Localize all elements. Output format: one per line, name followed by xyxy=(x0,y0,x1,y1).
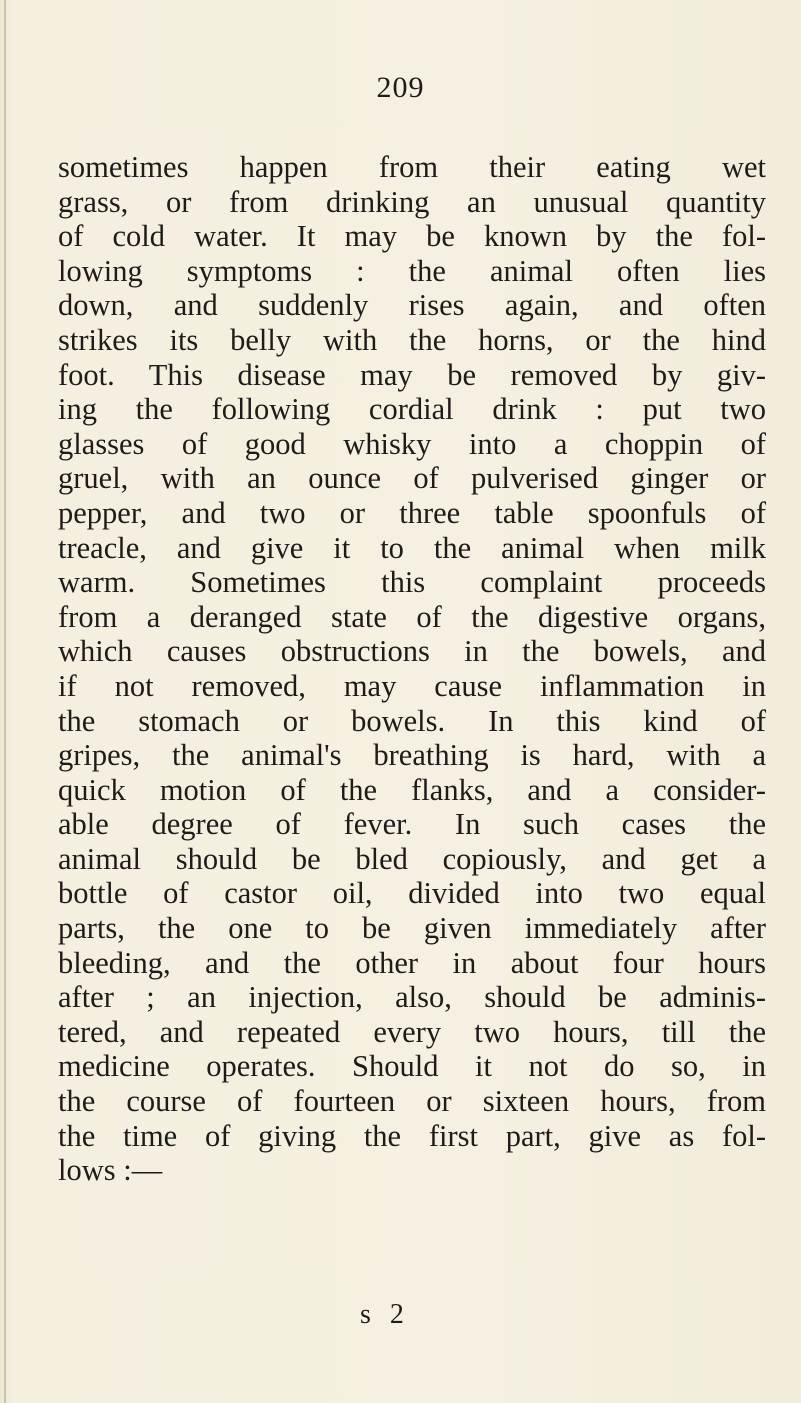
text-line: warm. Sometimes this complaint proceeds xyxy=(58,565,766,600)
text-line: down, and suddenly rises again, and often xyxy=(58,288,766,323)
text-line: grass, or from drinking an unusual quantity xyxy=(58,184,766,219)
text-line: the time of giving the first part, give as fol- xyxy=(58,1118,766,1153)
text-line: able degree of fever. In such cases the xyxy=(58,807,766,842)
text-line: which causes obstructions in the bowels, and xyxy=(58,634,766,669)
text-line: medicine operates. Should it not do so, in xyxy=(58,1049,766,1084)
page-number: 209 xyxy=(376,71,425,104)
text-line: gripes, the animal's breathing is hard, with a xyxy=(58,738,766,773)
text-line: from a deranged state of the digestive organs, xyxy=(58,599,766,634)
text-line: the course of fourteen or sixteen hours, from xyxy=(58,1084,766,1119)
body-text xyxy=(58,150,766,1188)
text-line: if not removed, may cause inflammation in xyxy=(58,668,766,703)
signature-mark: s 2 xyxy=(360,1299,410,1330)
text-line: glasses of good whisky into a choppin of xyxy=(58,426,766,461)
text-line: bottle of castor oil, divided into two equal xyxy=(58,876,766,911)
text-line: strikes its belly with the horns, or the hind xyxy=(58,322,766,357)
text-line: parts, the one to be given immediately after xyxy=(58,911,766,946)
text-line: lowing symptoms : the animal often lies xyxy=(58,253,766,288)
text-line: of cold water. It may be known by the fol- xyxy=(58,219,766,254)
text-line: ing the following cordial drink : put two xyxy=(58,392,766,427)
text-line: animal should be bled copiously, and get a xyxy=(58,841,766,876)
text-line: after ; an injection, also, should be adminis- xyxy=(58,980,766,1015)
text-line: pepper, and two or three table spoonfuls of xyxy=(58,495,766,530)
page-edge-line xyxy=(4,0,6,1403)
text-line: quick motion of the flanks, and a consider- xyxy=(58,772,766,807)
text-line: foot. This disease may be removed by giv- xyxy=(58,357,766,392)
text-line: lows :— xyxy=(58,1153,163,1188)
text-line: treacle, and give it to the animal when milk xyxy=(58,530,766,565)
text-line: the stomach or bowels. In this kind of xyxy=(58,703,766,738)
text-line: bleeding, and the other in about four hours xyxy=(58,945,766,980)
text-line: gruel, with an ounce of pulverised ginger or xyxy=(58,461,766,496)
text-line: sometimes happen from their eating wet xyxy=(58,150,766,184)
text-line: tered, and repeated every two hours, till the xyxy=(58,1014,766,1049)
